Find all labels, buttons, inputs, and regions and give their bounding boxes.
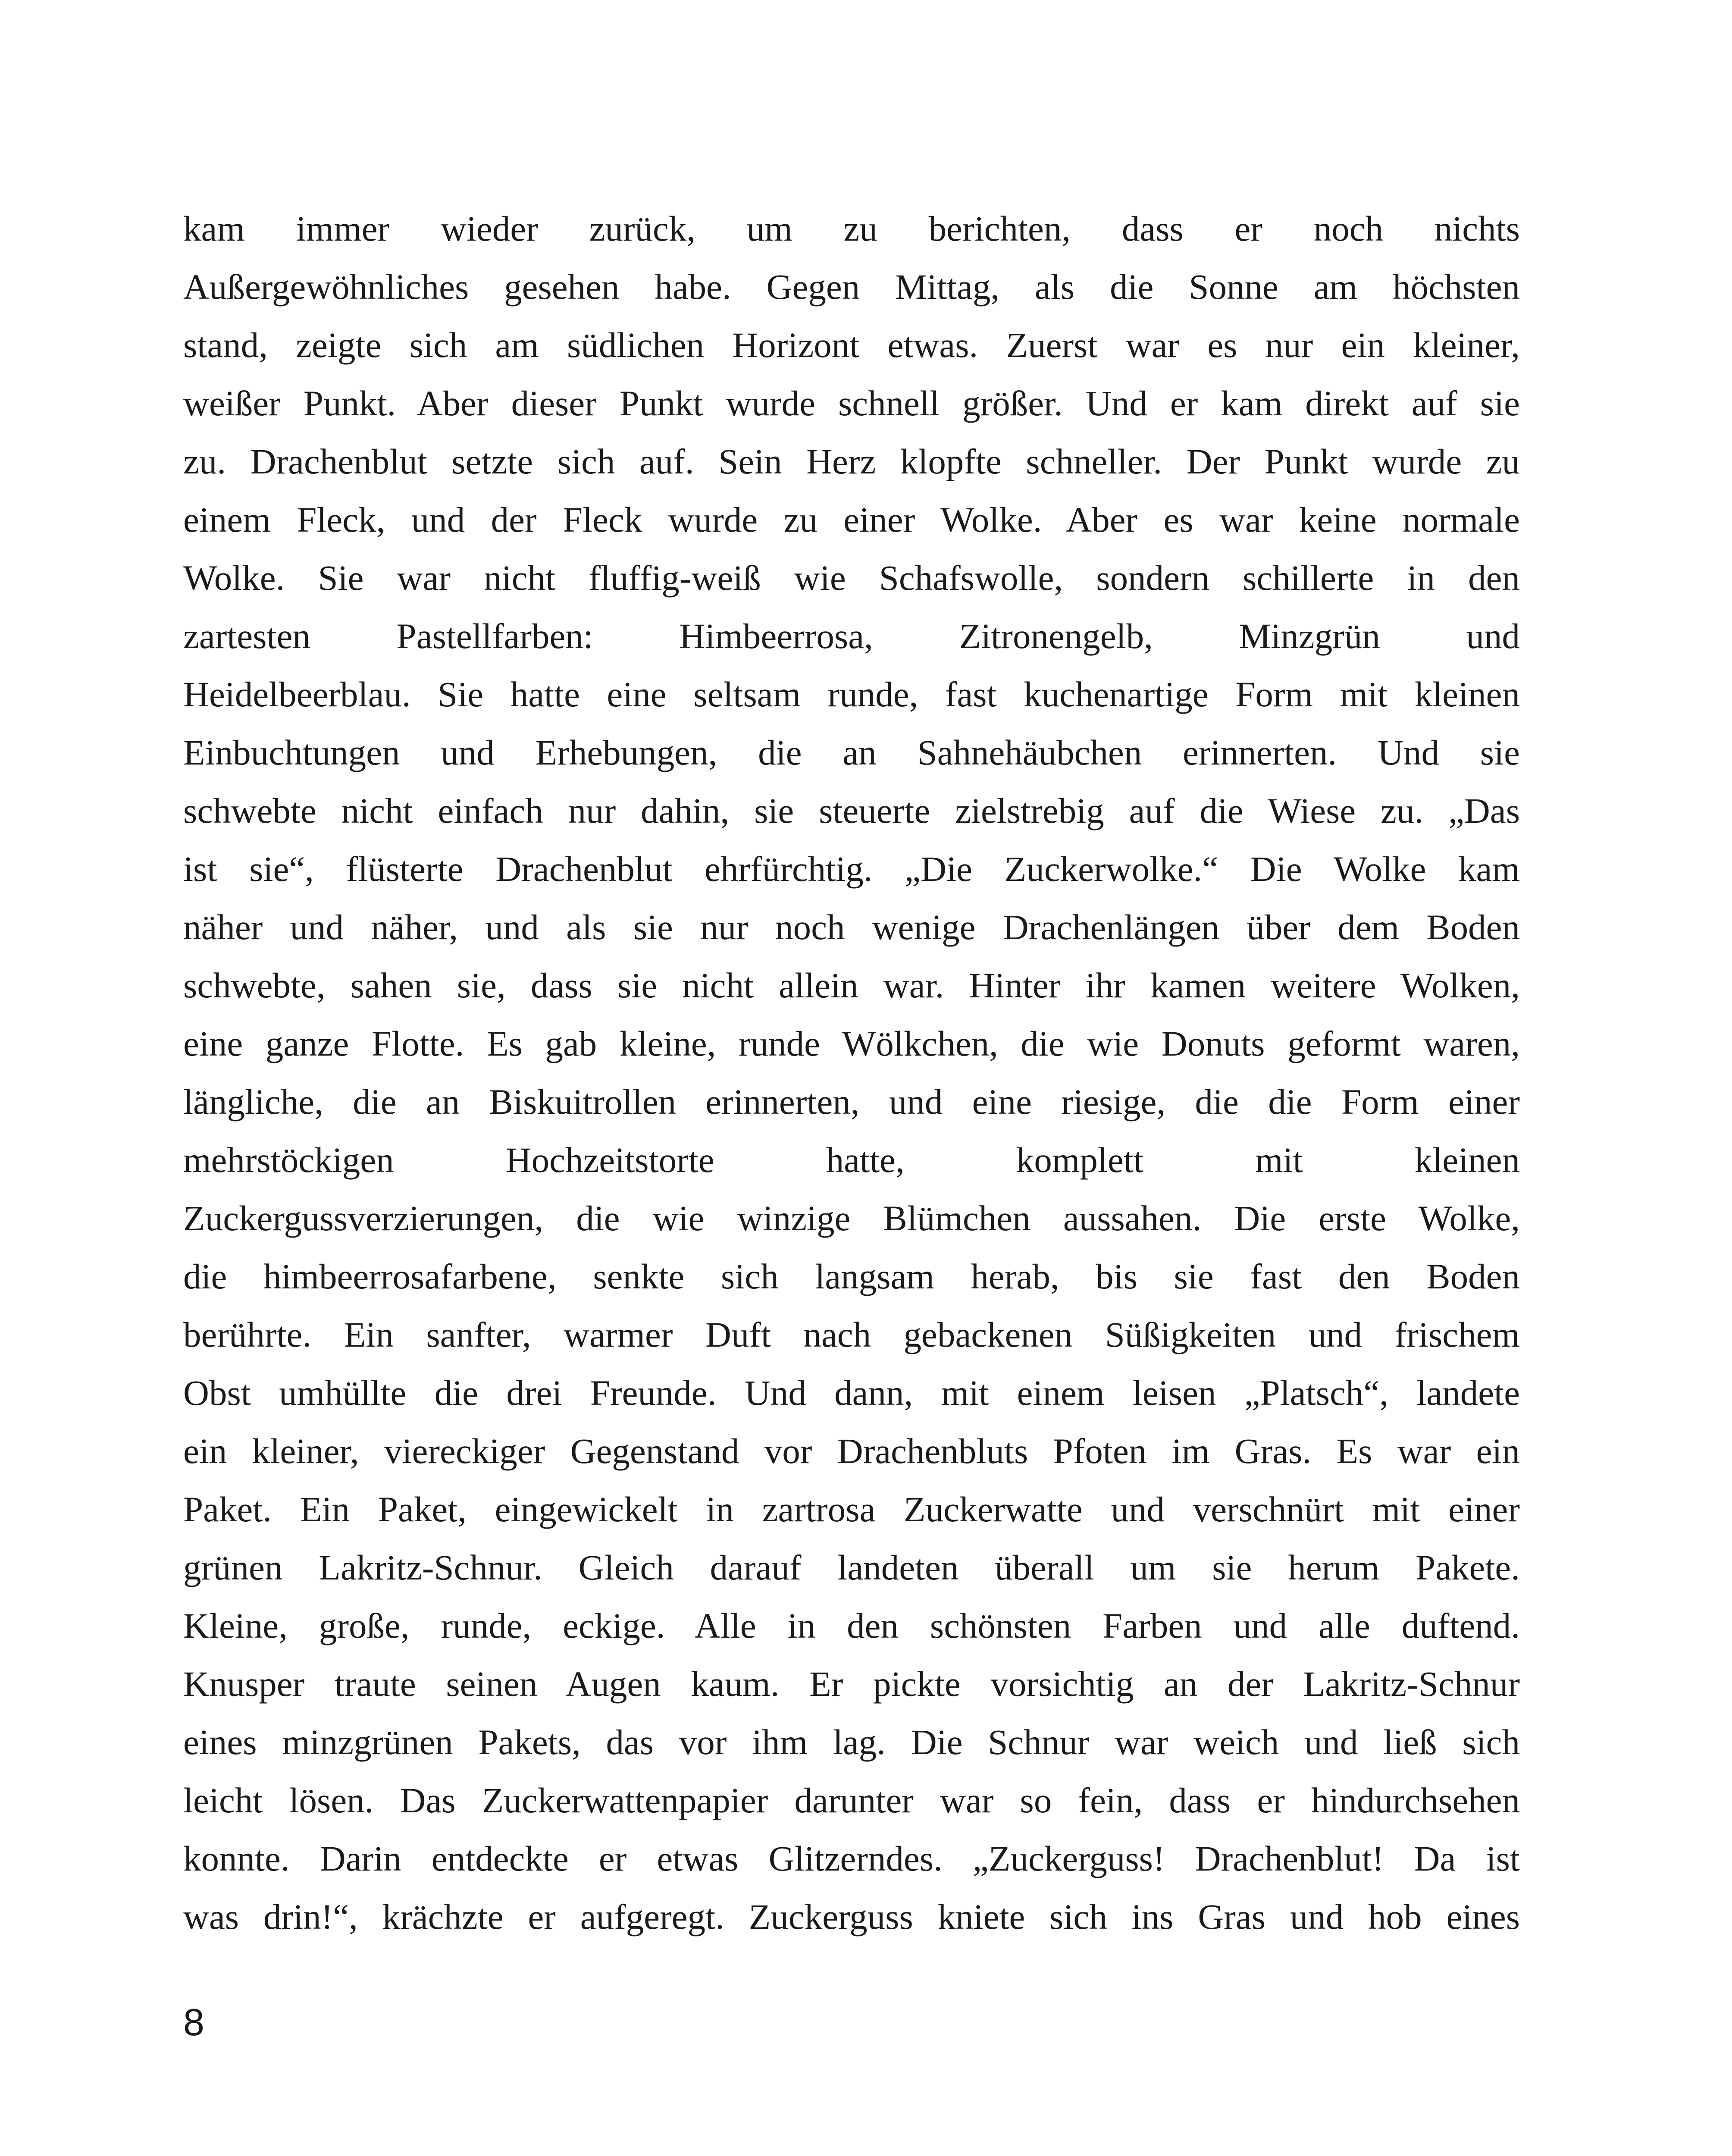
text-line: Heidelbeerblau. Sie hatte eine seltsam runde, fast kuchenartige Form mit kleinen — [183, 674, 1520, 714]
text-line: eine ganze Flotte. Es gab kleine, runde Wölkchen, die wie Donuts geformt waren, — [183, 1024, 1520, 1063]
text-line: mehrstöckigen Hochzeitstorte hatte, komplett mit kleinen — [183, 1140, 1520, 1180]
text-line: berührte. Ein sanfter, warmer Duft nach gebackenen Süßigkeiten und frischem — [183, 1315, 1520, 1354]
text-line: kam immer wieder zurück, um zu berichten, dass er noch nichts — [183, 209, 1520, 248]
text-line: konnte. Darin entdeckte er etwas Glitzerndes. „Zuckerguss! Drachenblut! Da ist — [183, 1839, 1520, 1878]
text-line: Obst umhüllte die drei Freunde. Und dann, mit einem leisen „Platsch“, landete — [183, 1373, 1520, 1413]
text-line: schwebte nicht einfach nur dahin, sie steuerte zielstrebig auf die Wiese zu. „Das — [183, 791, 1520, 830]
text-line: Knusper traute seinen Augen kaum. Er pickte vorsichtig an der Lakritz-Schnur — [183, 1664, 1520, 1704]
text-line: ein kleiner, viereckiger Gegenstand vor Drachenbluts Pfoten im Gras. Es war ein — [183, 1431, 1520, 1471]
text-line: Außergewöhnliches gesehen habe. Gegen Mittag, als die Sonne am höchsten — [183, 267, 1520, 307]
text-line: Wolke. Sie war nicht fluffig-weiß wie Schafswolle, sondern schillerte in den — [183, 558, 1520, 598]
text-line: näher und näher, und als sie nur noch wenige Drachenlängen über dem Boden — [183, 907, 1520, 947]
text-line: Zuckergussverzierungen, die wie winzige Blümchen aussahen. Die erste Wolke, — [183, 1198, 1520, 1238]
text-line: eines minzgrünen Pakets, das vor ihm lag. Die Schnur war weich und ließ sich — [183, 1722, 1520, 1762]
text-line: zartesten Pastellfarben: Himbeerrosa, Zitronengelb, Minzgrün und — [183, 616, 1520, 656]
text-line: ist sie“, flüsterte Drachenblut ehrfürchtig. „Die Zuckerwolke.“ Die Wolke kam — [183, 849, 1520, 889]
text-line: stand, zeigte sich am südlichen Horizont etwas. Zuerst war es nur ein kleiner, — [183, 325, 1520, 365]
text-line: zu. Drachenblut setzte sich auf. Sein Herz klopfte schneller. Der Punkt wurde zu — [183, 442, 1520, 481]
text-line: einem Fleck, und der Fleck wurde zu einer Wolke. Aber es war keine normale — [183, 500, 1520, 539]
text-line: grünen Lakritz-Schnur. Gleich darauf landeten überall um sie herum Pakete. — [183, 1548, 1520, 1587]
text-line: was drin!“, krächzte er aufgeregt. Zuckerguss kniete sich ins Gras und hob eines — [183, 1897, 1520, 1937]
text-line: längliche, die an Biskuitrollen erinnerten, und eine riesige, die die Form einer — [183, 1082, 1520, 1122]
text-line: Einbuchtungen und Erhebungen, die an Sahnehäubchen erinnerten. Und sie — [183, 733, 1520, 772]
text-line: leicht lösen. Das Zuckerwattenpapier darunter war so fein, dass er hindurchsehen — [183, 1780, 1520, 1820]
text-line: die himbeerrosafarbene, senkte sich langsam herab, bis sie fast den Boden — [183, 1257, 1520, 1296]
text-line: Paket. Ein Paket, eingewickelt in zartrosa Zuckerwatte und verschnürt mit einer — [183, 1489, 1520, 1529]
page-number: 8 — [183, 2001, 204, 2043]
text-line: schwebte, sahen sie, dass sie nicht allein war. Hinter ihr kamen weitere Wolken, — [183, 965, 1520, 1005]
text-line: weißer Punkt. Aber dieser Punkt wurde schnell größer. Und er kam direkt auf sie — [183, 383, 1520, 423]
text-line: Kleine, große, runde, eckige. Alle in den schönsten Farben und alle duftend. — [183, 1606, 1520, 1645]
body-text — [183, 211, 1520, 1958]
